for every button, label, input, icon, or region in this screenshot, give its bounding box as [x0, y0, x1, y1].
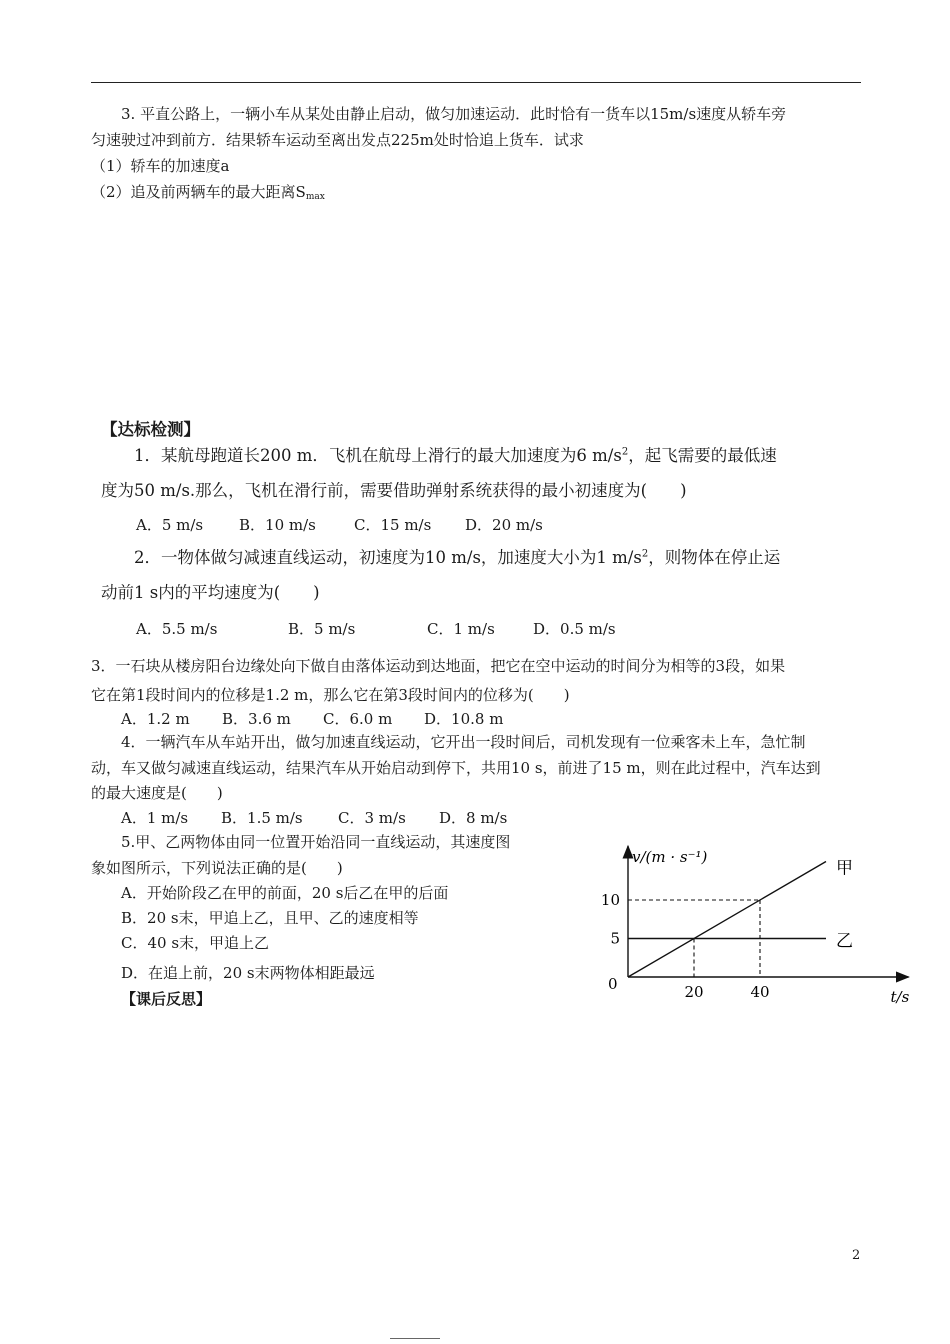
q1-option-c: C．15 m/s	[354, 516, 432, 534]
q3-option-c: C．6.0 m	[323, 710, 393, 728]
header-rule	[91, 82, 861, 83]
q4-options	[121, 808, 507, 828]
x-axis-label: t/s	[890, 988, 910, 1006]
q5-line2: 象如图所示，下列说法正确的是( )	[91, 859, 343, 877]
q2-line1	[134, 548, 780, 568]
chart-ticks	[601, 891, 770, 1001]
q3-line1: 3．一石块从楼房阳台边缘处向下做自由落体运动到达地面，把它在空中运动的时间分为相等的3段，如果	[91, 657, 786, 675]
origin-label: 0	[608, 975, 618, 993]
q1-line2: 度为50 m/s.那么，飞机在滑行前，需要借助弹射系统获得的最小初速度为( )	[101, 481, 687, 500]
footer-line	[390, 1338, 440, 1339]
q1-option-a: A．5 m/s	[136, 516, 204, 534]
s1-q3-sub1: （1）轿车的加速度a	[91, 157, 230, 175]
chart-series	[628, 859, 853, 978]
y-tick-label-1: 10	[600, 891, 620, 909]
q5-option-c: C．40 s末，甲追上乙	[121, 934, 270, 952]
q3-option-d: D．10.8 m	[424, 710, 504, 728]
q2-options	[136, 619, 616, 639]
q2-line1-b: ，则物体在停止运	[648, 548, 781, 567]
x-tick-label-1: 40	[750, 983, 770, 1001]
section-header-reflection: 【课后反思】	[121, 990, 212, 1008]
q2-line1-a: 2．一物体做匀减速直线运动，初速度为10 m/s，加速度大小为1 m/s	[134, 548, 642, 567]
q3-options	[121, 709, 503, 729]
section-header-test: 【达标检测】	[101, 420, 200, 439]
series-line-0	[628, 862, 826, 978]
series-label-1: 乙	[836, 931, 853, 952]
q3-line2: 它在第1段时间内的位移是1.2 m，那么它在第3段时间内的位移为( )	[91, 686, 570, 704]
q4-line2: 动，车又做匀减速直线运动，结果汽车从开始启动到停下，共用10 s，前进了15 m，则在此过程中，汽车达到	[91, 759, 821, 777]
page-number: 2	[852, 1248, 861, 1263]
q4-option-a: A．1 m/s	[121, 809, 189, 827]
s1-q3-line1: 3. 平直公路上，一辆小车从某处由静止启动，做匀加速运动．此时恰有一货车以15m/s速度从轿车旁	[121, 105, 787, 123]
q2-option-a: A．5.5 m/s	[136, 620, 218, 638]
q5-option-a: A．开始阶段乙在甲的前面，20 s后乙在甲的后面	[121, 884, 449, 902]
q4-line3: 的最大速度是( )	[91, 784, 223, 802]
q2-option-b: B．5 m/s	[288, 620, 356, 638]
q2-line2: 动前1 s内的平均速度为( )	[101, 583, 320, 602]
q3-option-a: A．1.2 m	[121, 710, 190, 728]
q1-line1-a: 1．某航母跑道长200 m．飞机在航母上滑行的最大加速度为6 m/s	[134, 446, 622, 465]
q1-line1-b: ，起飞需要的最低速	[628, 446, 777, 465]
q4-option-b: B．1.5 m/s	[221, 809, 303, 827]
q4-line1: 4．一辆汽车从车站开出，做匀加速直线运动，它开出一段时间后，司机发现有一位乘客未上车，急忙制	[121, 733, 806, 751]
q1-option-b: B．10 m/s	[239, 516, 316, 534]
x-tick-label-0: 20	[684, 983, 704, 1001]
s1-q3-sub2-text: （2）追及前两辆车的最大距离S	[91, 183, 306, 201]
s1-q3-line2: 匀速驶过冲到前方．结果轿车运动至离出发点225m处时恰追上货车．试求	[91, 131, 584, 149]
y-tick-label-0: 5	[610, 929, 620, 948]
velocity-time-chart	[590, 840, 930, 1015]
q4-option-d: D．8 m/s	[439, 809, 508, 827]
q1-options	[136, 515, 543, 535]
q5-line1: 5.甲、乙两物体由同一位置开始沿同一直线运动，其速度图	[121, 833, 511, 851]
q1-line1-sup: 2	[621, 446, 629, 458]
s1-q3-sub2	[91, 182, 325, 207]
q1-line1	[134, 446, 777, 466]
q2-line1-sup: 2	[641, 548, 649, 560]
q5-option-d: D．在追上前，20 s末两物体相距最远	[121, 964, 375, 982]
q2-option-c: C．1 m/s	[427, 620, 495, 638]
s1-q3-sub2-subscript: max	[305, 192, 325, 202]
series-label-0: 甲	[836, 858, 853, 879]
q1-option-d: D．20 m/s	[465, 516, 543, 534]
q2-option-d: D．0.5 m/s	[533, 620, 616, 638]
q3-option-b: B．3.6 m	[222, 710, 291, 728]
q5-option-b: B．20 s末，甲追上乙，且甲、乙的速度相等	[121, 909, 419, 927]
y-axis-label: v/(m · s⁻¹)	[632, 848, 708, 866]
q4-option-c: C．3 m/s	[338, 809, 406, 827]
